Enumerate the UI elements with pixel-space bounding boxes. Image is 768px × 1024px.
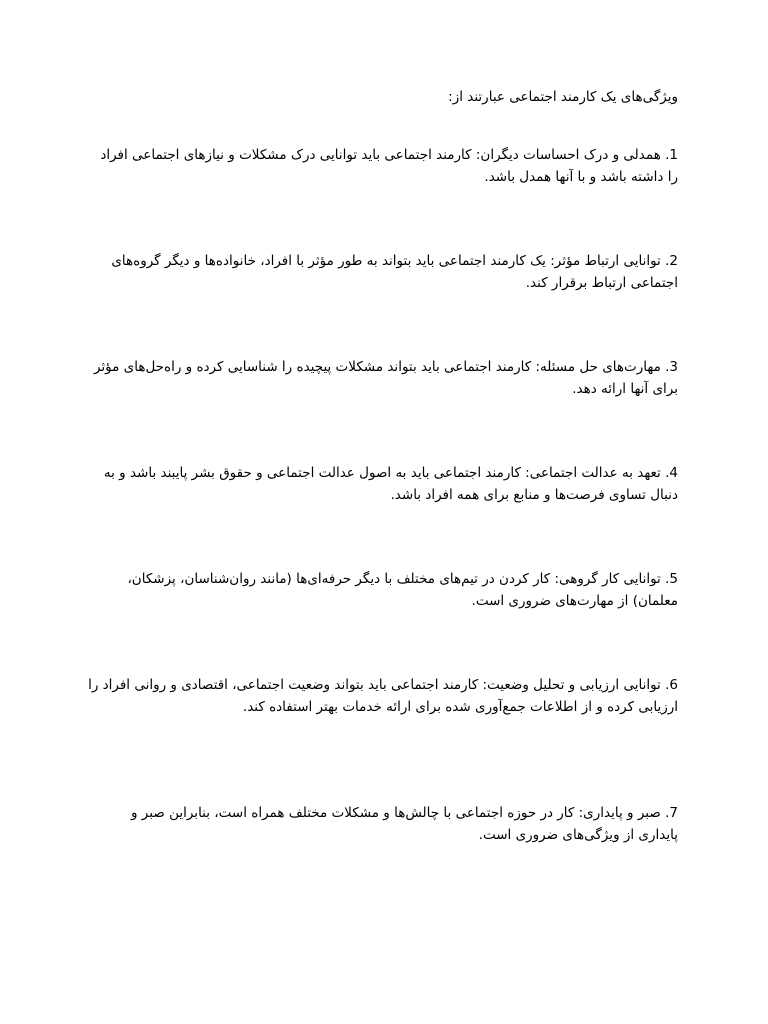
list-item-teamwork: 5. توانایی کار گروهی: کار کردن در تیم‌های مختلف با دیگر حرفه‌ای‌ها (مانند روان‌شناسان، پزشکان، معلمان) از مهارت‌های ضروری است. <box>127 571 678 609</box>
list-item-empathy: 1. همدلی و درک احساسات دیگران: کارمند اجتماعی باید توانایی درک مشکلات و نیازهای اجتماعی افراد را داشته باشد و با آنها همدل باشد. <box>100 147 678 185</box>
list-item-patience: 7. صبر و پایداری: کار در حوزه اجتماعی با چالش‌ها و مشکلات مختلف همراه است، بنابراین صبر و پایداری از ویژگی‌های ضروری است. <box>130 805 678 843</box>
list-item-communication: 2. توانایی ارتباط مؤثر: یک کارمند اجتماعی باید بتواند به طور مؤثر با افراد، خانواده‌ها و دیگر گروه‌های اجتماعی ارتباط برقرار کند. <box>111 253 678 291</box>
intro-paragraph: ویژگی‌های یک کارمند اجتماعی عبارتند از: <box>448 89 678 105</box>
list-item-assessment: 6. توانایی ارزیابی و تحلیل وضعیت: کارمند اجتماعی باید بتواند وضعیت اجتماعی، اقتصادی و روانی افراد را ارزیابی کرده و از اطلاعات جمع‌آوری شده برای ارائه خدمات بهتر استفاده کند. <box>88 677 678 715</box>
list-item-problem-solving: 3. مهارت‌های حل مسئله: کارمند اجتماعی باید بتواند مشکلات پیچیده را شناسایی کرده و راه‌حل‌های مؤثر برای آنها ارائه دهد. <box>93 359 678 397</box>
list-item-social-justice: 4. تعهد به عدالت اجتماعی: کارمند اجتماعی باید به اصول عدالت اجتماعی و حقوق بشر پایبند باشد و به دنبال تساوی فرصت‌ها و منابع برای همه افراد باشد. <box>103 465 678 503</box>
